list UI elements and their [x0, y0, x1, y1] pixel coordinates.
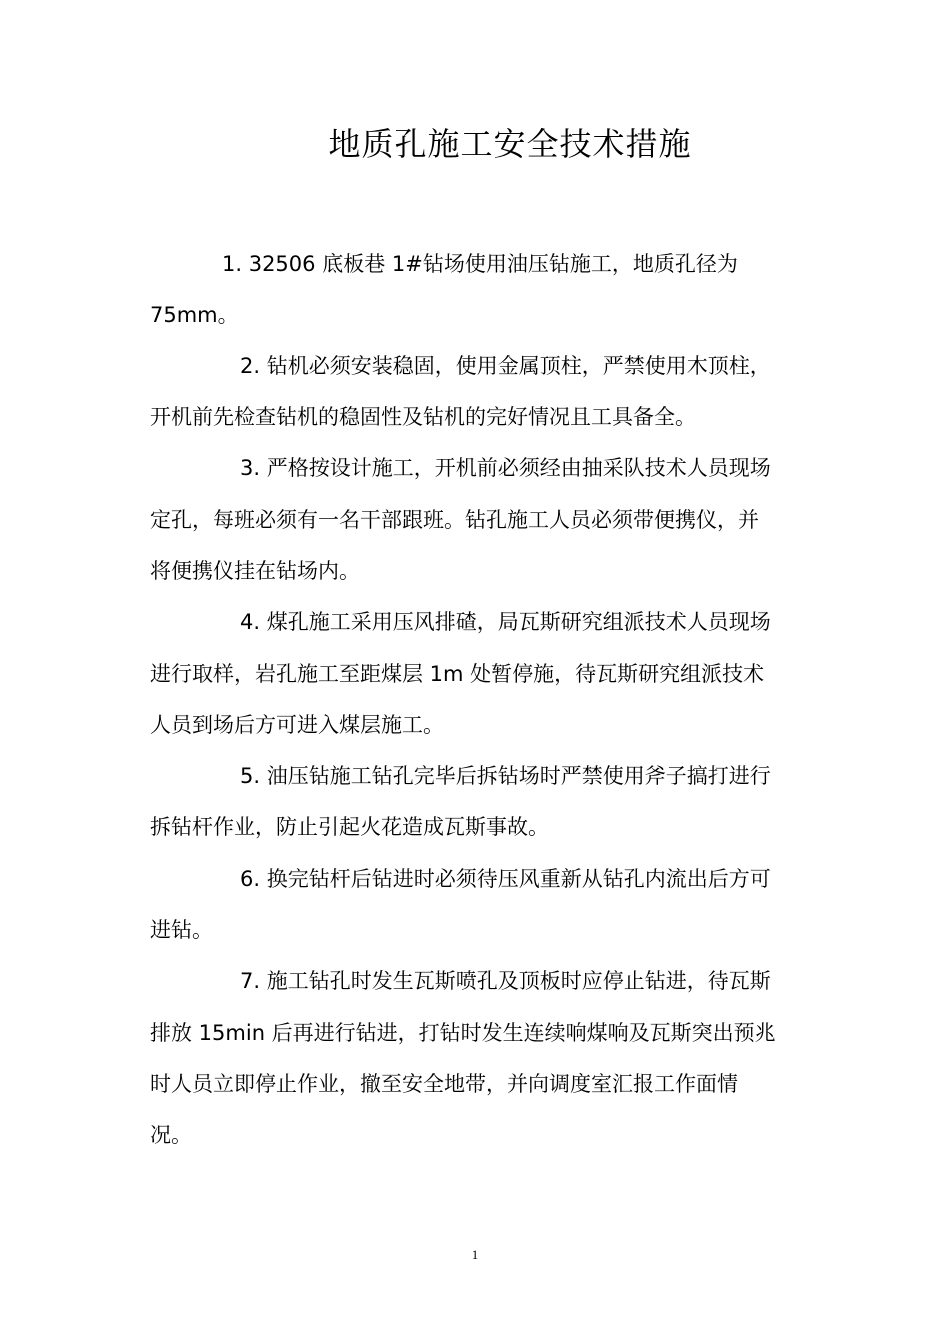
item-3-line-2: 定孔，每班必须有一名干部跟班。钻孔施工人员必须带便携仪，并 — [150, 508, 759, 532]
item-6-line-1: 6. 换完钻杆后钻进时必须待压风重新从钻孔内流出后方可 — [240, 867, 771, 891]
item-7-line-4: 况。 — [150, 1123, 192, 1147]
item-7-line-3: 时人员立即停止作业，撤至安全地带，并向调度室汇报工作面情 — [150, 1072, 738, 1096]
item-4-line-3: 人员到场后方可进入煤层施工。 — [150, 713, 444, 737]
item-3-line-1: 3. 严格按设计施工，开机前必须经由抽采队技术人员现场 — [240, 456, 771, 480]
document-title: 地质孔施工安全技术措施 — [328, 125, 692, 163]
item-4-line-2: 进行取样，岩孔施工至距煤层 1m 处暂停施，待瓦斯研究组派技术 — [150, 662, 765, 686]
item-7-line-2: 排放 15min 后再进行钻进，打钻时发生连续响煤响及瓦斯突出预兆 — [150, 1021, 776, 1045]
item-2-line-2: 开机前先检查钻机的稳固性及钻机的完好情况且工具备全。 — [150, 405, 696, 429]
page-number: 1 — [471, 1247, 479, 1262]
item-1-line-1: 1. 32506 底板巷 1#钻场使用油压钻施工，地质孔径为 — [222, 252, 738, 276]
item-1-line-2: 75mm。 — [150, 303, 239, 327]
item-5-line-2: 拆钻杆作业，防止引起火花造成瓦斯事故。 — [150, 815, 549, 839]
item-7-line-1: 7. 施工钻孔时发生瓦斯喷孔及顶板时应停止钻进，待瓦斯 — [240, 969, 771, 993]
item-3-line-3: 将便携仪挂在钻场内。 — [150, 559, 360, 583]
item-5-line-1: 5. 油压钻施工钻孔完毕后拆钻场时严禁使用斧子搞打进行 — [240, 764, 771, 788]
item-4-line-1: 4. 煤孔施工采用压风排碴，局瓦斯研究组派技术人员现场 — [240, 610, 771, 634]
item-6-line-2: 进钻。 — [150, 918, 213, 942]
item-2-line-1: 2. 钻机必须安装稳固，使用金属顶柱，严禁使用木顶柱， — [240, 354, 771, 378]
